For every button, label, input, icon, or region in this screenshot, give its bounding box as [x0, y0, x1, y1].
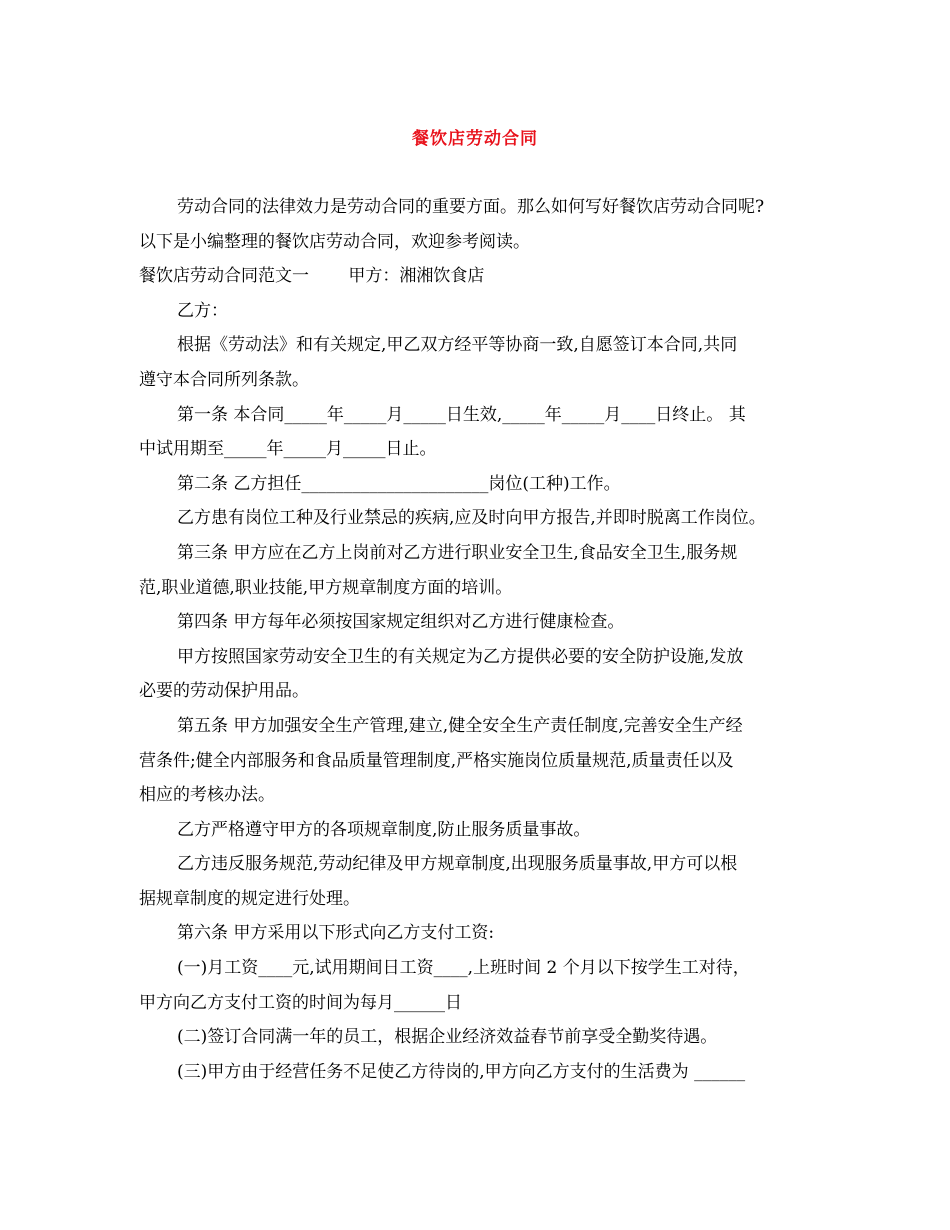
document-line: 劳动合同的法律效力是劳动合同的重要方面。那么如何写好餐饮店劳动合同呢?	[177, 197, 765, 217]
document-line: 乙方严格遵守甲方的各项规章制度,防止服务质量事故。	[177, 819, 591, 840]
document-line: (一)月工资____元,试用期间日工资____,上班时间 2 个月以下按学生工对待，	[177, 958, 750, 979]
document-line: 第六条 甲方采用以下形式向乙方支付工资:	[177, 923, 495, 944]
document-line: 中试用期至_____年_____月_____日止。	[139, 439, 437, 460]
document-line: 第二条 乙方担任______________________岗位(工种)工作。	[177, 473, 621, 494]
document-line: 乙方违反服务规范,劳动纪律及甲方规章制度,出现服务质量事故,甲方可以根	[177, 854, 738, 875]
document-line: 根据《劳动法》和有关规定,甲乙双方经平等协商一致,自愿签订本合同,共同	[177, 335, 738, 356]
document-line: 以下是小编整理的餐饮店劳动合同，欢迎参考阅读。	[139, 231, 530, 252]
document-line: 甲方按照国家劳动安全卫生的有关规定为乙方提供必要的安全防护设施,发放	[177, 646, 744, 667]
document-line: 第一条 本合同_____年_____月_____日生效,_____年_____月____日终止。 其	[177, 404, 746, 425]
document-line: 遵守本合同所列条款。	[139, 369, 309, 390]
document-line: 乙方：	[177, 300, 228, 321]
document-line: (二)签订合同满一年的员工，根据企业经济效益春节前享受全勤奖待遇。	[177, 1027, 718, 1048]
document-line: 相应的考核办法。	[139, 785, 275, 806]
document-line: 必要的劳动保护用品。	[139, 681, 309, 702]
document-line: 第三条 甲方应在乙方上岗前对乙方进行职业安全卫生,食品安全卫生,服务规	[177, 542, 738, 563]
document-line: 甲方向乙方支付工资的时间为每月______日	[139, 992, 462, 1013]
document-line: 第五条 甲方加强安全生产管理,建立,健全安全生产责任制度,完善安全生产经	[177, 715, 743, 736]
document-line: 乙方患有岗位工种及行业禁忌的疾病,应及时向甲方报告,并即时脱离工作岗位。	[177, 508, 766, 529]
document-line: 营条件;健全内部服务和食品质量管理制度,严格实施岗位质量规范,质量责任以及	[139, 750, 734, 771]
document-line: 范,职业道德,职业技能,甲方规章制度方面的培训。	[139, 577, 513, 598]
document-line: 第四条 甲方每年必须按国家规定组织对乙方进行健康检查。	[177, 612, 625, 633]
document-line: 据规章制度的规定进行处理。	[139, 888, 360, 909]
document-line: 餐饮店劳动合同范文一 甲方：湘湘饮食店	[139, 266, 485, 287]
document-body	[139, 190, 819, 1089]
document-line: (三)甲方由于经营任务不足使乙方待岗的,甲方向乙方支付的生活费为 ______	[177, 1061, 746, 1082]
document-title: 餐饮店劳动合同	[412, 129, 538, 149]
